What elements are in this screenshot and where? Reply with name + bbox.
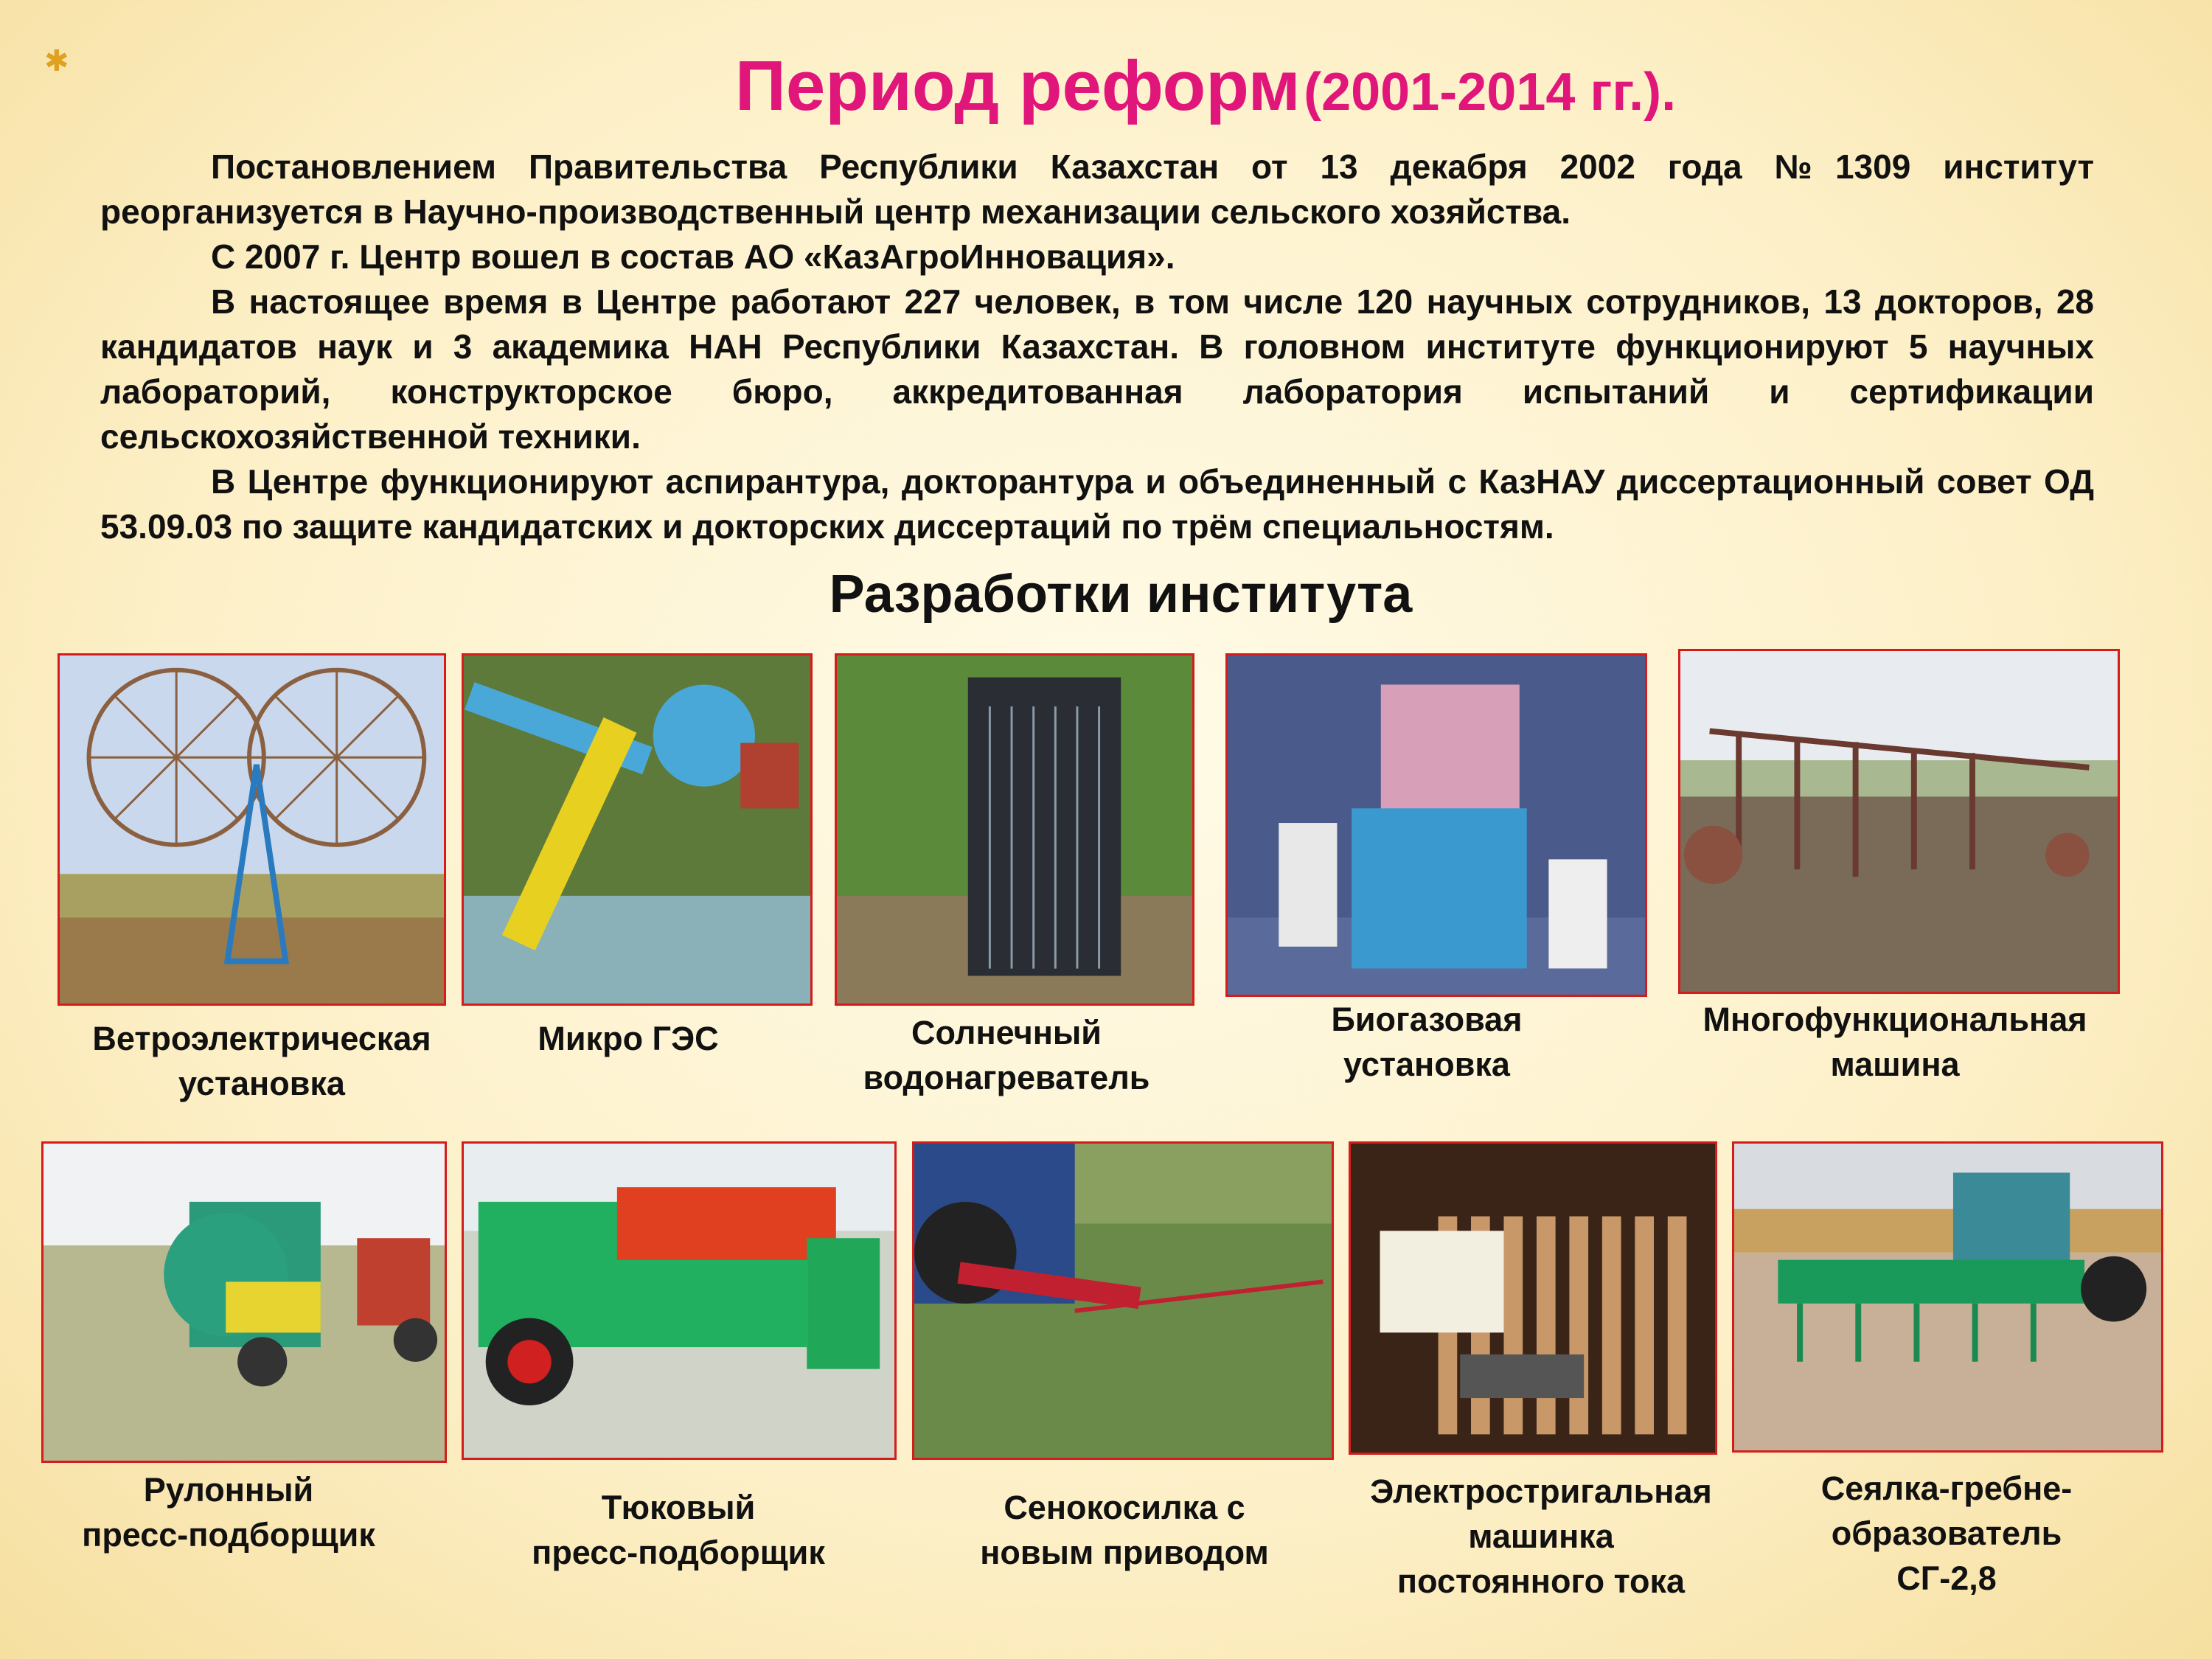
- decorative-star-icon: ✱: [44, 45, 69, 77]
- caption-line: установка: [1343, 1046, 1510, 1083]
- caption-line: Сенокосилка с: [1004, 1489, 1245, 1526]
- caption-line: Микро ГЭС: [538, 1020, 719, 1057]
- round-baler-photo: [41, 1141, 447, 1463]
- cultivator-photo: [1678, 649, 2120, 994]
- biogas-photo: [1225, 653, 1647, 997]
- solar-heater-photo: [835, 653, 1194, 1006]
- caption-line: образователь: [1831, 1514, 2062, 1552]
- caption-line: Ветроэлектрическая: [92, 1020, 431, 1057]
- paragraph-4: В Центре функционируют аспирантура, докторантура и объединенный с КазНАУ диссертационный совет ОД 53.09.03 по защите кандидатских и докторских диссертаций по трём специальностям.: [100, 462, 2094, 546]
- title-period: (2001-2014 гг.).: [1304, 63, 1677, 122]
- caption-wind-turbine: [44, 1016, 479, 1106]
- title-main: Период реформ: [734, 46, 1301, 125]
- caption-line: СГ-2,8: [1896, 1559, 1997, 1597]
- square-baler-photo: [462, 1141, 897, 1460]
- caption-square-baler: [487, 1485, 870, 1575]
- shearing-machine-photo: [1349, 1141, 1717, 1455]
- caption-line: водонагреватель: [863, 1059, 1150, 1096]
- caption-solar-heater: [811, 1010, 1202, 1100]
- caption-seeder: [1755, 1466, 2138, 1601]
- paragraph-1: Постановлением Правительства Республики Казахстан от 13 декабря 2002 года №1309 институт реорганизуется в Научно-производственный центр механизации сельского хозяйства.: [100, 147, 2094, 231]
- caption-micro-hydro: [481, 1016, 776, 1061]
- caption-line: Рулонный: [143, 1471, 314, 1509]
- caption-line: машина: [1830, 1046, 1960, 1083]
- caption-line: Сеялка-гребне-: [1820, 1470, 2073, 1507]
- caption-line: машинка: [1468, 1517, 1614, 1555]
- section-heading: Разработки института: [829, 565, 1413, 624]
- caption-line: Биогазовая: [1331, 1001, 1523, 1038]
- caption-line: пресс-подборщик: [532, 1534, 825, 1571]
- caption-line: Многофункциональная: [1703, 1001, 2087, 1038]
- body-text: [100, 145, 2094, 549]
- paragraph-2: С 2007 г. Центр вошел в состав АО «КазАгроИнновация».: [211, 237, 1175, 276]
- micro-hydro-photo: [462, 653, 813, 1006]
- caption-line: пресс-подборщик: [82, 1516, 375, 1554]
- caption-round-baler: [37, 1467, 420, 1557]
- paragraph-3: В настоящее время в Центре работают 227 человек, в том числе 120 научных сотрудников, 13 докторов, 28 кандидатов наук и 3 академика НАН Республики Казахстан. В головном институте функционируют 5 научных лабораторий, конструкторское бюро, аккредитованная лаборатория испытаний и сертификации сельскохозяйственной техники.: [100, 282, 2094, 456]
- wind-turbine-photo: [58, 653, 446, 1006]
- mower-photo: [912, 1141, 1334, 1460]
- page-title: [100, 46, 2212, 127]
- caption-line: Электростригальная: [1370, 1472, 1712, 1510]
- caption-line: Солнечный: [911, 1014, 1102, 1051]
- caption-cultivator: [1652, 997, 2138, 1087]
- seeder-photo: [1732, 1141, 2163, 1453]
- caption-line: Тюковый: [601, 1489, 756, 1526]
- caption-shearing-machine: [1327, 1469, 1755, 1604]
- caption-mower: [929, 1485, 1320, 1575]
- caption-biogas: [1253, 997, 1600, 1087]
- caption-line: установка: [178, 1065, 345, 1102]
- caption-line: новым приводом: [980, 1534, 1269, 1571]
- caption-line: постоянного тока: [1397, 1562, 1686, 1600]
